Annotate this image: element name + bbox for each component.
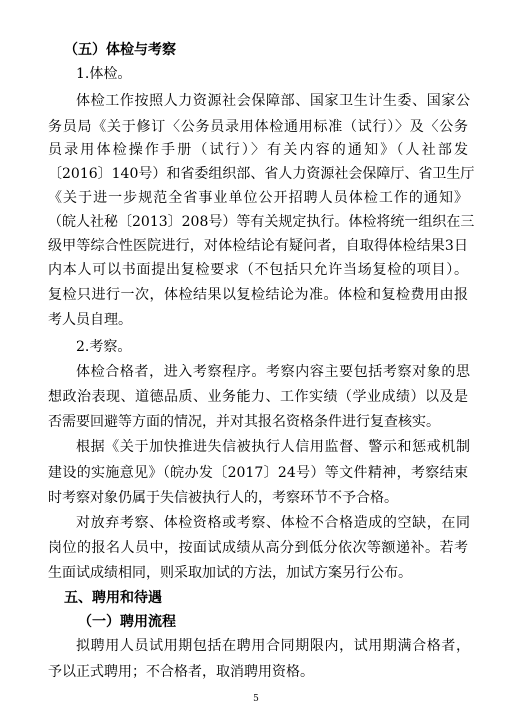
subheading-inspection: 2.考察。 [76,339,132,355]
paragraph-line: 务员局《关于修订〈公务员录用体检通用标准（试行）〉及〈公务 [48,119,468,135]
paragraph-line: 予以正式聘用；不合格者，取消聘用资格。 [48,664,314,680]
paragraph-line: 《关于进一步规范全省事业单位公开招聘人员体检工作的通知》 [48,190,468,206]
section-heading-employment-and-treatment: 五、聘用和待遇 [64,590,162,606]
paragraph-line: （皖人社秘〔2013〕208号）等有关规定执行。体检将统一组织在三 [48,214,475,230]
paragraph-line: 生面试成绩相同，则采取加试的方法，加试方案另行公布。 [48,565,412,581]
paragraph-line: 级甲等综合性医院进行，对体检结论有疑问者，自取得体检结果3日 [48,238,468,254]
paragraph-line: 〔2016〕140号）和省委组织部、省人力资源社会保障厅、省卫生厅 [48,166,475,182]
paragraph-line: 拟聘用人员试用期包括在聘用合同期限内，试用期满合格者， [76,638,470,654]
heading-physical-exam-and-inspection: （五）体检与考察 [64,42,176,58]
paragraph-line: 建设的实施意见》（皖办发〔2017〕24号）等文件精神，考察结束 [48,465,468,481]
paragraph-line: 岗位的报名人员中，按面试成绩从高分到低分依次等额递补。若考 [48,540,468,556]
paragraph-line: 时考察对象仍属于失信被执行人的，考察环节不予合格。 [48,490,398,506]
paragraph-line: 否需要回避等方面的情况，并对其报名资格条件进行复查核实。 [48,414,440,430]
paragraph-line: 考人员自理。 [48,312,132,328]
page-number: 5 [253,694,259,704]
heading-employment-process: （一）聘用流程 [78,614,176,630]
paragraph-line: 对放弃考察、体检资格或考察、体检不合格造成的空缺，在同 [76,515,470,531]
paragraph-line: 想政治表现、道德品质、业务能力、工作实绩（学业成绩）以及是 [48,389,468,405]
subheading-physical-exam: 1.体检。 [76,66,132,82]
paragraph-line: 体检工作按照人力资源社会保障部、国家卫生计生委、国家公 [76,93,470,109]
paragraph-line: 内本人可以书面提出复检要求（不包括只允许当场复检的项目）。 [48,262,468,278]
paragraph-line: 体检合格者，进入考察程序。考察内容主要包括考察对象的思 [76,364,470,380]
paragraph-line: 根据《关于加快推进失信被执行人信用监督、警示和惩戒机制 [76,439,470,455]
paragraph-line: 员录用体检操作手册（试行）〉有关内容的通知》（人社部发 [48,142,468,158]
paragraph-line: 复检只进行一次，体检结果以复检结论为准。体检和复检费用由报 [48,287,468,303]
